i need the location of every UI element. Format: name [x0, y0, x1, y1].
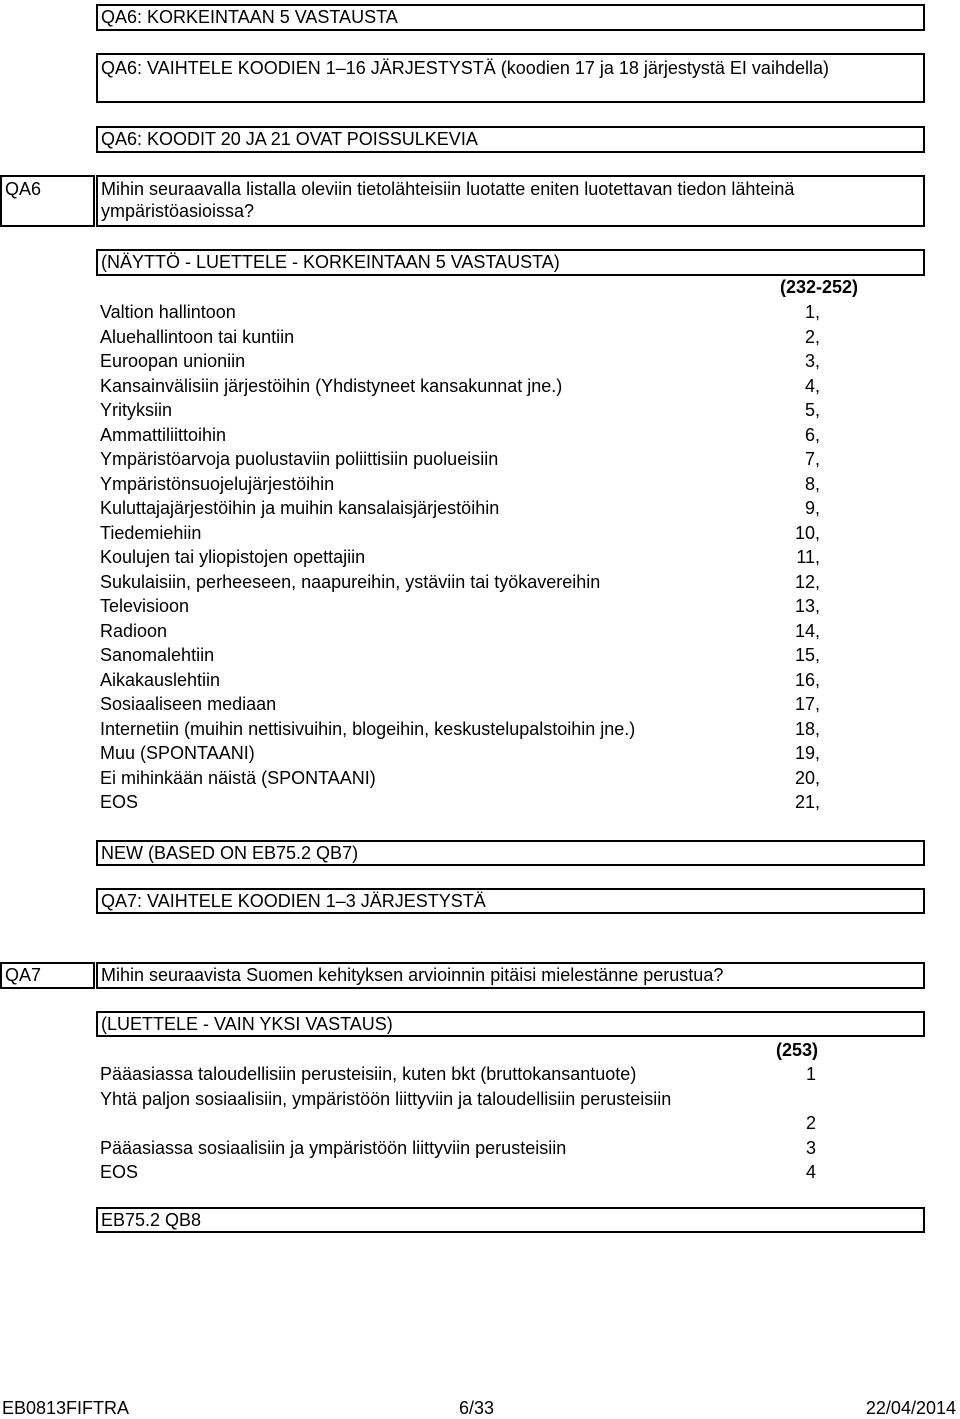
qa6-option-row: [100, 423, 820, 448]
footer-date: 22/04/2014: [865, 1398, 956, 1418]
qa6-option-row: [100, 790, 820, 815]
qa6-option-label: Muu (SPONTAANI): [100, 743, 255, 763]
qa6-option-row: [100, 545, 820, 570]
qa6-option-label: Euroopan unioniin: [100, 351, 246, 371]
qa7-option-row: [100, 1160, 820, 1185]
qa6-option-code: 5,: [804, 400, 820, 420]
qa6-option-row: [100, 447, 820, 472]
qa6-option-code: 1,: [804, 302, 820, 322]
qa7-option-code: 1: [805, 1064, 816, 1084]
qa6-option-row: [100, 668, 820, 693]
qa6-option-code: 3,: [804, 351, 820, 371]
note-exclusive-codes: QA6: KOODIT 20 JA 21 OVAT POISSULKEVIA: [101, 129, 478, 149]
qa7-id: QA7: [5, 965, 42, 985]
qa7-option-label: Pääasiassa taloudellisiin perusteisiin, kuten bkt (bruttokansantuote): [100, 1064, 637, 1084]
qa6-option-row: [100, 496, 820, 521]
qa6-option-row: [100, 741, 820, 766]
qa7-option-label: EOS: [100, 1162, 139, 1182]
note-new-based-on: NEW (BASED ON EB75.2 QB7): [101, 843, 359, 863]
qa6-option-code: 17,: [794, 694, 820, 714]
qa6-option-row: [100, 472, 820, 497]
qa6-option-label: Tiedemiehiin: [100, 522, 202, 543]
qa7-option-row: [100, 1062, 820, 1087]
qa6-column-header: (232-252): [779, 277, 858, 297]
qa7-option-code: 4: [805, 1162, 816, 1182]
qa6-option-code: 15,: [794, 645, 820, 665]
qa6-option-code: 12,: [794, 571, 820, 592]
note-eb75-qb8: EB75.2 QB8: [101, 1210, 202, 1230]
qa6-option-code: 11,: [796, 547, 820, 567]
qa6-option-label: Aluehallintoon tai kuntiin: [100, 326, 295, 347]
footer-page-number: 6/33: [459, 1398, 495, 1418]
qa6-option-code: 19,: [794, 743, 820, 763]
qa6-option-row: [100, 521, 820, 546]
qa6-option-code: 9,: [804, 498, 820, 518]
qa7-option-code: 2: [805, 1113, 816, 1133]
qa6-option-label: Sanomalehtiin: [100, 645, 215, 665]
footer-doc-id: EB0813FIFTRA: [2, 1398, 130, 1418]
note-box-6: [96, 1207, 925, 1233]
qa6-instruction: (NÄYTTÖ - LUETTELE - KORKEINTAAN 5 VASTAUSTA): [101, 252, 560, 272]
qa6-option-row: [100, 594, 820, 619]
qa6-option-label: Koulujen tai yliopistojen opettajiin: [100, 547, 366, 567]
qa6-option-label: Internetiin (muihin nettisivuihin, blogeihin, keskustelupalstoihin jne.): [100, 718, 636, 739]
qa6-option-row: [100, 300, 820, 325]
qa6-option-label: Televisioon: [100, 596, 190, 616]
qa6-option-label: Ympäristöarvoja puolustaviin poliittisiin puolueisiin: [100, 449, 499, 469]
qa6-option-code: 2,: [804, 326, 820, 347]
qa6-option-label: Sukulaisiin, perheeseen, naapureihin, ystäviin tai työkavereihin: [100, 571, 601, 592]
qa7-option-code: 3: [805, 1137, 816, 1158]
qa6-option-label: Ei mihinkään näistä (SPONTAANI): [100, 767, 376, 788]
qa6-question: Mihin seuraavalla listalla oleviin tietolähteisiin luotatte eniten luotettavan tiedon lähteinä ympäristöasioissa?: [101, 179, 795, 221]
qa7-options-list: [100, 1062, 820, 1185]
note-max-answers: QA6: KORKEINTAAN 5 VASTAUSTA: [101, 7, 398, 27]
qa6-option-row: [100, 398, 820, 423]
qa6-option-row: [100, 570, 820, 595]
qa6-option-row: [100, 643, 820, 668]
qa6-option-label: Sosiaaliseen mediaan: [100, 694, 277, 714]
qa6-option-code: 13,: [794, 596, 820, 616]
qa6-option-code: 18,: [794, 718, 820, 739]
qa6-option-code: 8,: [804, 473, 820, 494]
qa7-option-label: Yhtä paljon sosiaalisiin, ympäristöön liittyviin ja taloudellisiin perusteisiin: [100, 1088, 672, 1109]
qa7-option-label: Pääasiassa sosiaalisiin ja ympäristöön liittyviin perusteisiin: [100, 1137, 567, 1158]
qa6-id: QA6: [5, 179, 42, 199]
qa6-option-code: 20,: [794, 767, 820, 788]
qa6-option-label: Yrityksiin: [100, 400, 173, 420]
note-rotate-qa7: QA7: VAIHTELE KOODIEN 1–3 JÄRJESTYSTÄ: [101, 891, 486, 911]
qa6-option-code: 10,: [794, 522, 820, 543]
qa6-option-label: EOS: [100, 792, 139, 812]
qa6-option-code: 7,: [804, 449, 820, 469]
qa6-option-code: 6,: [804, 424, 820, 445]
qa6-option-label: Ympäristönsuojelujärjestöihin: [100, 473, 335, 494]
qa6-option-row: [100, 692, 820, 717]
qa6-option-label: Radioon: [100, 620, 168, 641]
qa6-option-row: [100, 717, 820, 742]
qa6-option-code: 16,: [794, 669, 820, 690]
note-rotate-codes: QA6: VAIHTELE KOODIEN 1–16 JÄRJESTYSTÄ (koodien 17 ja 18 järjestystä EI vaihdella): [101, 58, 829, 78]
qa6-options-list: [100, 300, 820, 815]
qa6-option-row: [100, 325, 820, 350]
qa6-option-code: 21,: [794, 792, 820, 812]
qa6-option-label: Valtion hallintoon: [100, 302, 236, 322]
qa6-option-label: Ammattiliittoihin: [100, 424, 227, 445]
qa6-option-row: [100, 619, 820, 644]
qa7-column-header: (253): [775, 1040, 818, 1060]
qa6-option-label: Kuluttajajärjestöihin ja muihin kansalaisjärjestöihin: [100, 498, 500, 518]
qa6-option-row: [100, 766, 820, 791]
qa6-option-label: Aikakauslehtiin: [100, 669, 221, 690]
qa7-question: Mihin seuraavista Suomen kehityksen arvioinnin pitäisi mielestänne perustua?: [101, 965, 724, 985]
qa6-option-row: [100, 374, 820, 399]
qa7-option-row: [100, 1087, 820, 1136]
qa7-instruction: (LUETTELE - VAIN YKSI VASTAUS): [101, 1014, 393, 1034]
qa7-option-row: [100, 1136, 820, 1161]
qa6-option-code: 14,: [794, 620, 820, 641]
qa6-option-code: 4,: [804, 375, 820, 396]
qa6-option-row: [100, 349, 820, 374]
qa6-option-label: Kansainvälisiin järjestöihin (Yhdistyneet kansakunnat jne.): [100, 375, 563, 396]
